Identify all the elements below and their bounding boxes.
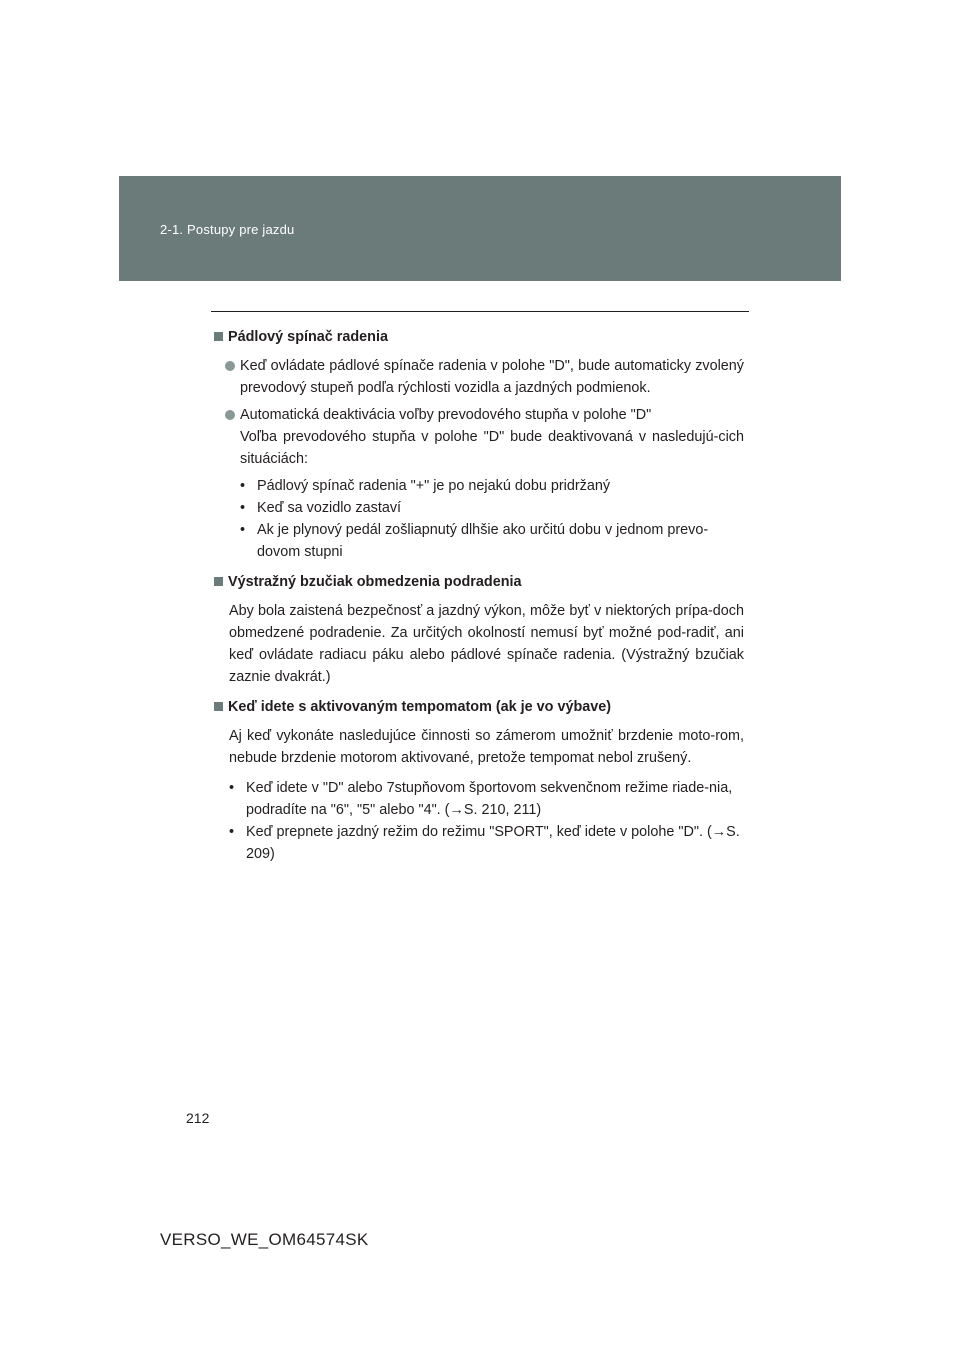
heading-cruise-control-text: Keď idete s aktivovaným tempomatom (ak je vo výbave) <box>228 699 612 715</box>
header-band <box>119 176 841 281</box>
list-item: • Keď prepnete jazdný režim do režimu "SPORT", keď idete v polohe "D". (→S. 209) <box>229 821 744 865</box>
page-content <box>214 326 744 873</box>
square-bullet-icon <box>214 702 223 711</box>
paddle-bullet-auto-text: Keď ovládate pádlové spínače radenia v polohe "D", bude automaticky zvolený prevodový stupeň podľa rýchlosti vozidla a jazdných podmienok. <box>240 358 744 396</box>
list-item: • Ak je plynový pedál zošliapnutý dlhšie ako určitú dobu v jednom prevo-dovom stupni <box>240 519 744 563</box>
round-bullet-icon <box>225 361 235 371</box>
dot-bullet-icon: • <box>240 522 246 538</box>
heading-paddle-shift-text: Pádlový spínač radenia <box>228 329 388 345</box>
cruise-list <box>214 777 744 865</box>
list-item: • Pádlový spínač radenia "+" je po nejakú dobu pridržaný <box>240 475 744 497</box>
deactivation-list <box>214 475 744 563</box>
deactivation-text: Voľba prevodového stupňa v polohe "D" bude deaktivovaná v nasledujú-cich situáciách: <box>240 429 744 467</box>
heading-paddle-shift <box>214 326 744 348</box>
paddle-bullet-deactivation <box>214 404 744 470</box>
cruise-paragraph: Aj keď vykonáte nasledujúce činnosti so zámerom umožniť brzdenie moto-rom, nebude brzdenie motorom aktivované, pretože tempomat nebol zrušený. <box>229 728 744 766</box>
paddle-bullet-auto <box>214 355 744 399</box>
heading-cruise-control <box>214 696 744 718</box>
page-number: 212 <box>186 1110 210 1126</box>
deactivation-title: Automatická deaktivácia voľby prevodového stupňa v polohe "D" <box>240 407 652 423</box>
dot-bullet-icon: • <box>240 500 246 516</box>
section-title: 2-1. Postupy pre jazdu <box>160 222 295 237</box>
dot-bullet-icon: • <box>229 780 235 796</box>
square-bullet-icon <box>214 332 223 341</box>
dot-bullet-icon: • <box>229 824 235 840</box>
top-rule <box>211 311 749 312</box>
square-bullet-icon <box>214 577 223 586</box>
list-item: • Keď idete v "D" alebo 7stupňovom športovom sekvenčnom režime riade-nia, podradíte na "6", "5" alebo "4". (→S. 210, 211) <box>229 777 744 821</box>
dot-bullet-icon: • <box>240 478 246 494</box>
list-item: • Keď sa vozidlo zastaví <box>240 497 744 519</box>
heading-downshift-buzzer-text: Výstražný bzučiak obmedzenia podradenia <box>228 574 522 590</box>
heading-downshift-buzzer <box>214 571 744 593</box>
document-code: VERSO_WE_OM64574SK <box>160 1230 369 1249</box>
round-bullet-icon <box>225 410 235 420</box>
buzzer-paragraph: Aby bola zaistená bezpečnosť a jazdný výkon, môže byť v niektorých prípa-doch obmedzené podradenie. Za určitých okolností nemusí byť možné pod-radiť, ani keď ovládate radiacu páku alebo pádlové spínače radenia. (Výstražný bzučiak zaznie dvakrát.) <box>229 603 744 685</box>
